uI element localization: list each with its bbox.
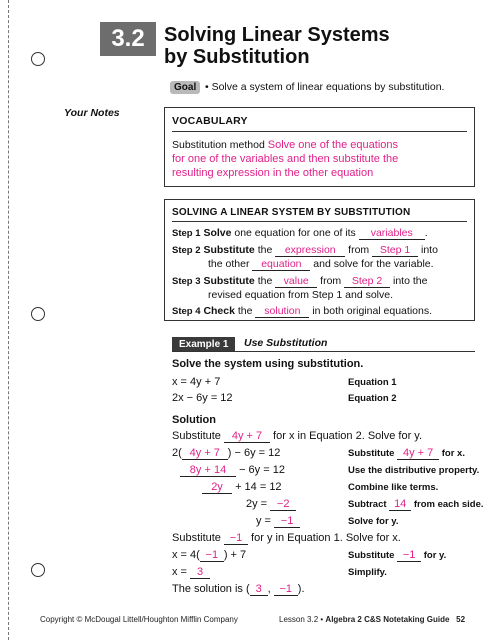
footer-page-number: 52 [456, 615, 466, 624]
x-work-row-2 [172, 565, 210, 580]
section-title-line2: by Substitution [164, 46, 310, 68]
work-row-3-blank: 2y [202, 481, 232, 494]
work-row-1-note [348, 446, 465, 461]
work-row-4-note-b: from each side. [413, 499, 484, 510]
example-tag: Example 1 [172, 337, 235, 352]
solution-heading: Solution [172, 414, 216, 426]
work-row-5-pre: y = [256, 515, 271, 527]
work-row-4-note-blank: 14 [389, 498, 411, 511]
step-2-label: Step 2 [172, 245, 201, 256]
step-1-text: one equation for one of its [234, 227, 356, 239]
equation-2-label: Equation 2 [348, 393, 397, 404]
step-2-text-b: from [348, 244, 370, 256]
work-row-5 [256, 514, 300, 529]
step-3-text-a: the [257, 275, 273, 287]
step-1-blank: variables [359, 227, 425, 240]
step-2-line2-text-a: the other [208, 258, 250, 270]
example-prompt: Solve the system using substitution. [172, 358, 364, 370]
equation-1: x = 4y + 7 [172, 376, 221, 388]
step-2-text-a: the [257, 244, 273, 256]
work-row-1-blank: 4y + 7 [182, 447, 228, 460]
step-2-blank-step: Step 1 [372, 244, 418, 257]
binder-hole-icon [31, 307, 45, 321]
step-1-period: . [424, 227, 428, 239]
method-divider [172, 221, 467, 222]
footer-lesson: Lesson 3.2 [279, 615, 319, 624]
step-3 [172, 274, 427, 289]
step-4-verb: Check [203, 305, 235, 317]
footer-copyright: Copyright © McDougal Littell/Houghton Mifflin Company [40, 615, 238, 624]
sub2-text-b: for y in Equation 1. Solve for x. [251, 532, 401, 544]
work-row-1-note-a: Substitute [348, 448, 395, 459]
sub1-blank: 4y + 7 [224, 430, 270, 443]
section-number-badge: 3.2 [100, 22, 156, 56]
sub1-text-a: Substitute [172, 430, 221, 442]
work-row-3-post: + 14 = 12 [235, 481, 282, 493]
sub2-text-a: Substitute [172, 532, 221, 544]
work-row-2-note: Use the distributive property. [348, 465, 480, 476]
footer-lesson-info [279, 615, 465, 624]
vocabulary-heading: VOCABULARY [172, 115, 248, 127]
vocabulary-definition-line3: resulting expression in the other equation [172, 167, 374, 179]
method-heading: SOLVING A LINEAR SYSTEM BY SUBSTITUTION [172, 207, 411, 218]
work-row-4-pre: 2y = [246, 498, 268, 510]
step-2-blank-expression: expression [275, 244, 345, 257]
x-work-row-1-blank: −1 [200, 549, 224, 562]
step-3-line2: revised equation from Step 1 and solve. [208, 289, 394, 301]
step-2-verb: Substitute [203, 244, 255, 256]
solution-conclusion [172, 582, 305, 597]
work-row-3-note: Combine like terms. [348, 482, 439, 493]
x-work-row-2-blank: 3 [190, 566, 210, 579]
step-4-text-a: the [237, 305, 253, 317]
work-row-4-note [348, 497, 484, 512]
step-3-text-c: into the [393, 275, 428, 287]
work-row-1-note-b: for x. [441, 448, 465, 459]
work-row-4 [246, 497, 296, 512]
step-3-label: Step 3 [172, 276, 201, 287]
work-row-5-note: Solve for y. [348, 516, 399, 527]
step-3-text-b: from [320, 275, 342, 287]
step-2-line2 [208, 257, 434, 271]
x-work-row-1-post: ) + 7 [223, 549, 247, 561]
vocabulary-definition-part1: Solve one of the equations [267, 139, 398, 151]
goal-text: • Solve a system of linear equations by substitution. [205, 81, 445, 93]
step-1-label: Step 1 [172, 228, 201, 239]
step-2 [172, 243, 438, 258]
step-4-label: Step 4 [172, 306, 201, 317]
work-row-3 [202, 480, 282, 495]
conclusion-text-b: ). [297, 583, 305, 595]
step-4-blank: solution [255, 305, 309, 318]
your-notes-label: Your Notes [64, 107, 120, 119]
work-row-1-note-blank: 4y + 7 [397, 447, 439, 460]
step-2-line2-text-b: and solve for the variable. [313, 258, 434, 270]
substitution-instruction-1 [172, 429, 422, 444]
substitution-instruction-2 [172, 531, 401, 546]
binder-hole-icon [31, 52, 45, 66]
work-row-4-blank: −2 [270, 498, 296, 511]
equation-2: 2x − 6y = 12 [172, 392, 233, 404]
work-row-1-post: ) − 6y = 12 [227, 447, 281, 459]
sub1-text-b: for x in Equation 2. Solve for y. [273, 430, 423, 442]
x-work-row-1-note [348, 548, 446, 563]
x-work-row-1-note-blank: −1 [397, 549, 421, 562]
x-work-row-1 [172, 548, 246, 563]
step-2-blank-equation: equation [252, 258, 310, 271]
x-work-row-1-pre: x = 4( [172, 549, 200, 561]
binder-dashed-edge [8, 0, 9, 640]
footer-bullet: • [320, 615, 324, 624]
sub2-blank: −1 [224, 532, 248, 545]
footer-book: Algebra 2 C&S Notetaking Guide [325, 615, 450, 624]
goal-tag: Goal [170, 81, 200, 94]
work-row-2-post: − 6y = 12 [239, 464, 285, 476]
step-4 [172, 304, 432, 319]
x-work-row-2-pre: x = [172, 566, 187, 578]
step-3-verb: Substitute [203, 275, 255, 287]
conclusion-blank-y: −1 [274, 583, 298, 596]
work-row-5-blank: −1 [274, 515, 300, 528]
section-title-line1: Solving Linear Systems [164, 24, 390, 46]
conclusion-comma: , [267, 583, 271, 595]
work-row-1 [172, 446, 280, 461]
step-3-blank-value: value [275, 275, 317, 288]
x-work-row-1-note-a: Substitute [348, 550, 395, 561]
vocabulary-definition-line2: for one of the variables and then substitute the [172, 153, 399, 165]
step-4-text-b: in both original equations. [312, 305, 432, 317]
step-2-text-c: into [421, 244, 438, 256]
section-title [164, 24, 390, 68]
vocabulary-term: Substitution method [172, 139, 265, 151]
x-work-row-2-note: Simplify. [348, 567, 387, 578]
equation-1-label: Equation 1 [348, 377, 397, 388]
example-title: Use Substitution [244, 337, 328, 349]
conclusion-blank-x: 3 [250, 583, 268, 596]
work-row-4-note-a: Subtract [348, 499, 387, 510]
binder-hole-icon [31, 563, 45, 577]
work-row-2-blank: 8y + 14 [180, 464, 236, 477]
step-1-verb: Solve [203, 227, 232, 239]
work-row-2 [180, 463, 285, 478]
vocabulary-divider [172, 131, 467, 132]
example-divider [172, 351, 475, 352]
step-1 [172, 226, 428, 241]
step-3-blank-step: Step 2 [344, 275, 390, 288]
x-work-row-1-note-b: for y. [423, 550, 447, 561]
conclusion-text-a: The solution is ( [172, 583, 250, 595]
work-row-1-pre: 2( [172, 447, 182, 459]
vocabulary-definition-line1 [172, 138, 398, 152]
